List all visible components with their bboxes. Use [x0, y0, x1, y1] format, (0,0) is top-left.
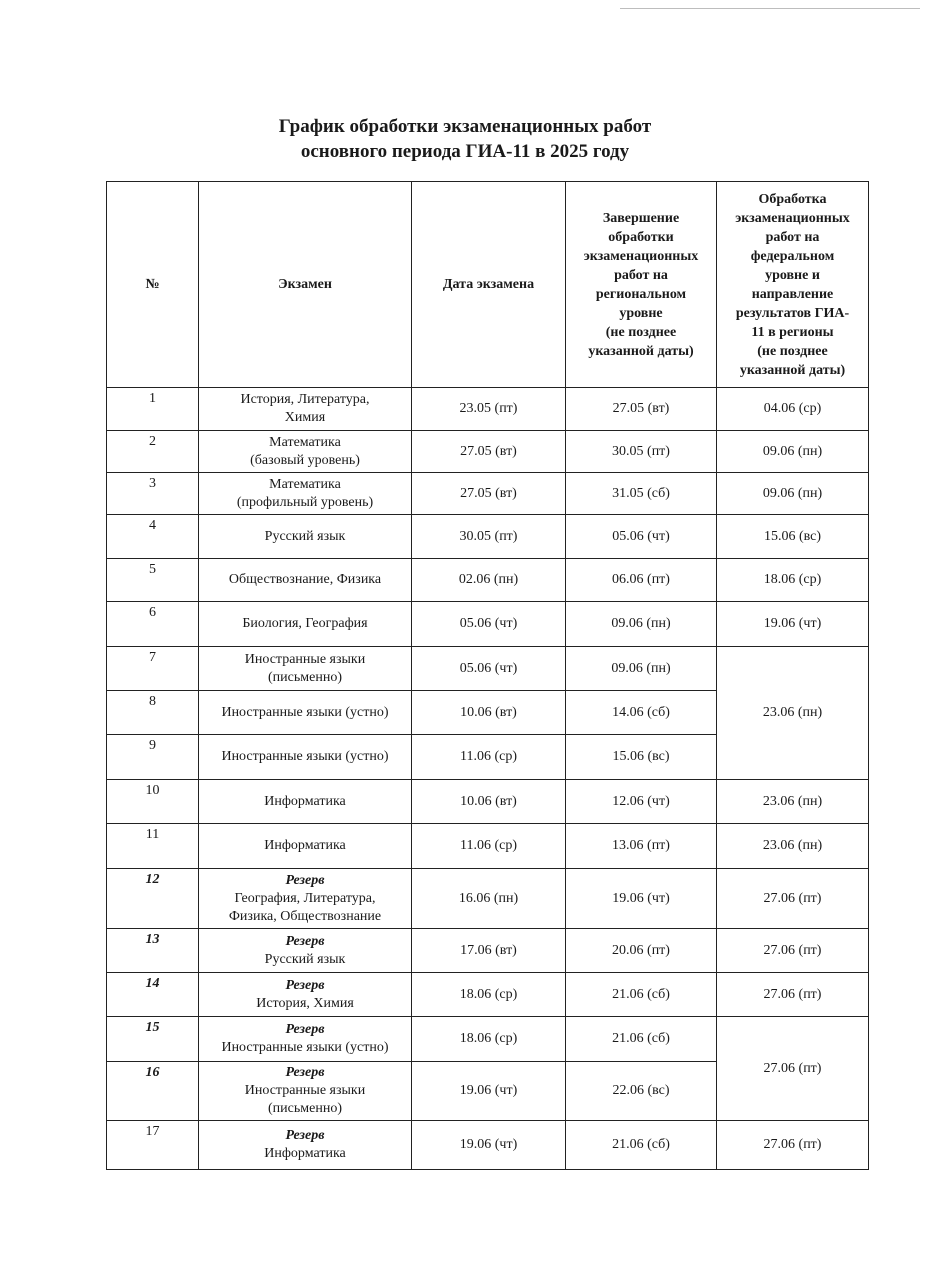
regional-deadline: 20.06 (пт)	[566, 929, 717, 973]
scan-edge-line	[620, 8, 920, 9]
exam-date: 11.06 (ср)	[412, 824, 566, 869]
exam-cell: Русский язык	[199, 515, 412, 559]
reserve-label: Резерв	[285, 1128, 325, 1143]
table-row	[107, 515, 869, 559]
exam-date: 10.06 (вт)	[412, 780, 566, 824]
regional-deadline: 12.06 (чт)	[566, 780, 717, 824]
exam-date: 05.06 (чт)	[412, 647, 566, 691]
federal-deadline: 27.06 (пт)	[717, 869, 869, 929]
header-date: Дата экзамена	[412, 182, 566, 388]
header-exam: Экзамен	[199, 182, 412, 388]
title-line-2: основного периода ГИА-11 в 2025 году	[300, 141, 630, 162]
row-number: 6	[107, 602, 199, 647]
row-number: 8	[107, 691, 199, 735]
regional-deadline: 14.06 (сб)	[566, 691, 717, 735]
regional-deadline: 19.06 (чт)	[566, 869, 717, 929]
row-number: 16	[107, 1062, 199, 1121]
table-row	[107, 473, 869, 515]
table-row	[107, 431, 869, 473]
regional-deadline: 21.06 (сб)	[566, 1121, 717, 1170]
exam-date: 19.06 (чт)	[412, 1121, 566, 1170]
federal-deadline: 23.06 (пн)	[717, 780, 869, 824]
reserve-label: Резерв	[285, 1022, 325, 1037]
regional-deadline: 27.05 (вт)	[566, 388, 717, 431]
regional-deadline: 09.06 (пн)	[566, 602, 717, 647]
table-row	[107, 780, 869, 824]
exam-cell: Резерв Иностранные языки (письменно)	[199, 1062, 412, 1121]
exam-cell: Иностранные языки (устно)	[199, 735, 412, 780]
federal-deadline: 09.06 (пн)	[717, 431, 869, 473]
federal-deadline: 27.06 (пт)	[717, 973, 869, 1017]
row-number: 4	[107, 515, 199, 559]
exam-cell: Резерв Русский язык	[199, 929, 412, 973]
row-number: 7	[107, 647, 199, 691]
regional-deadline: 21.06 (сб)	[566, 973, 717, 1017]
table-row	[107, 869, 869, 929]
federal-deadline: 19.06 (чт)	[717, 602, 869, 647]
regional-deadline: 31.05 (сб)	[566, 473, 717, 515]
exam-cell: Иностранные языки (устно)	[199, 691, 412, 735]
federal-deadline: 23.06 (пн)	[717, 824, 869, 869]
reserve-label: Резерв	[285, 872, 325, 888]
regional-deadline: 15.06 (вс)	[566, 735, 717, 780]
exam-cell: Биология, География	[199, 602, 412, 647]
regional-deadline: 21.06 (сб)	[566, 1017, 717, 1062]
header-row	[107, 182, 869, 388]
row-number: 14	[107, 973, 199, 1017]
exam-cell: Резерв География, Литература, Физика, Обществознание	[199, 869, 412, 929]
table-row	[107, 388, 869, 431]
title-line-1: График обработки экзаменационных работ	[278, 116, 652, 137]
exam-date: 17.06 (вт)	[412, 929, 566, 973]
exam-date: 10.06 (вт)	[412, 691, 566, 735]
reserve-label: Резерв	[285, 1065, 325, 1080]
row-number: 13	[107, 929, 199, 973]
exam-cell: Информатика	[199, 780, 412, 824]
regional-deadline: 30.05 (пт)	[566, 431, 717, 473]
exam-date: 02.06 (пн)	[412, 559, 566, 602]
row-number: 9	[107, 735, 199, 780]
row-number: 17	[107, 1121, 199, 1170]
regional-deadline: 22.06 (вс)	[566, 1062, 717, 1121]
table-row	[107, 559, 869, 602]
exam-date: 18.06 (ср)	[412, 973, 566, 1017]
header-num: №	[107, 182, 199, 388]
table-row	[107, 1017, 869, 1062]
exam-date: 11.06 (ср)	[412, 735, 566, 780]
table-row	[107, 929, 869, 973]
table-row	[107, 1121, 869, 1170]
regional-deadline: 09.06 (пн)	[566, 647, 717, 691]
exam-cell: Обществознание, Физика	[199, 559, 412, 602]
row-number: 11	[107, 824, 199, 869]
exam-date: 05.06 (чт)	[412, 602, 566, 647]
row-number: 10	[107, 780, 199, 824]
table-row	[107, 824, 869, 869]
exam-cell: Математика (профильный уровень)	[199, 473, 412, 515]
header-federal: Обработка экзаменационных работ на федеральном уровне и направление результатов ГИА- 11 в регионы (не позднее указанной даты)	[717, 182, 869, 388]
exam-cell: Резерв История, Химия	[199, 973, 412, 1017]
table-row	[107, 647, 869, 691]
row-number: 5	[107, 559, 199, 602]
row-number: 1	[107, 388, 199, 431]
exam-date: 30.05 (пт)	[412, 515, 566, 559]
regional-deadline: 13.06 (пт)	[566, 824, 717, 869]
row-number: 15	[107, 1017, 199, 1062]
document-title	[0, 114, 930, 164]
federal-deadline: 15.06 (вс)	[717, 515, 869, 559]
federal-deadline: 04.06 (ср)	[717, 388, 869, 431]
schedule-table	[106, 181, 869, 1170]
exam-date: 27.05 (вт)	[412, 431, 566, 473]
row-number: 2	[107, 431, 199, 473]
exam-cell: Иностранные языки (письменно)	[199, 647, 412, 691]
federal-deadline: 27.06 (пт)	[717, 1017, 869, 1121]
federal-deadline: 27.06 (пт)	[717, 1121, 869, 1170]
exam-date: 16.06 (пн)	[412, 869, 566, 929]
regional-deadline: 06.06 (пт)	[566, 559, 717, 602]
row-number: 12	[107, 869, 199, 929]
exam-cell: Резерв Иностранные языки (устно)	[199, 1017, 412, 1062]
row-number: 3	[107, 473, 199, 515]
exam-cell: История, Литература, Химия	[199, 388, 412, 431]
reserve-label: Резерв	[285, 933, 325, 949]
exam-cell: Математика (базовый уровень)	[199, 431, 412, 473]
regional-deadline: 05.06 (чт)	[566, 515, 717, 559]
table-row	[107, 973, 869, 1017]
exam-date: 18.06 (ср)	[412, 1017, 566, 1062]
reserve-label: Резерв	[285, 977, 325, 993]
exam-date: 19.06 (чт)	[412, 1062, 566, 1121]
exam-cell: Резерв Информатика	[199, 1121, 412, 1170]
federal-deadline: 27.06 (пт)	[717, 929, 869, 973]
header-regional: Завершение обработки экзаменационных работ на региональном уровне (не позднее указанной даты)	[566, 182, 717, 388]
table-row	[107, 602, 869, 647]
exam-date: 27.05 (вт)	[412, 473, 566, 515]
exam-cell: Информатика	[199, 824, 412, 869]
federal-deadline: 23.06 (пн)	[717, 647, 869, 780]
exam-date: 23.05 (пт)	[412, 388, 566, 431]
federal-deadline: 09.06 (пн)	[717, 473, 869, 515]
federal-deadline: 18.06 (ср)	[717, 559, 869, 602]
